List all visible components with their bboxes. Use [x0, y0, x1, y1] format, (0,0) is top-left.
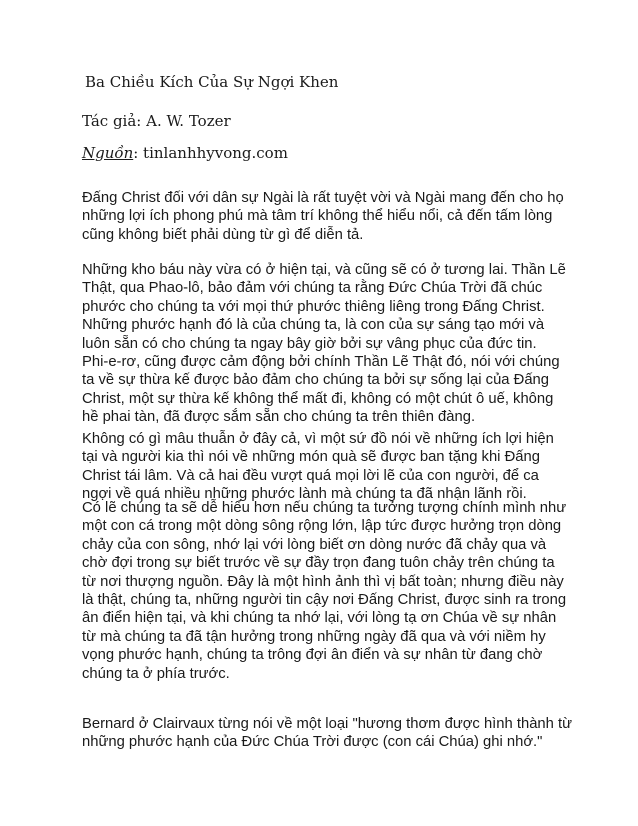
paragraph: Đấng Christ đối với dân sự Ngài là rất tuyệt vời và Ngài mang đến cho họ những lợi ích phong phú mà tâm trí không thể hiểu nổi, cả đến tấm lòng cũng không biết phải dùng từ gì để diễn tả. [82, 190, 564, 243]
paragraph: Có lẽ chúng ta sẽ dễ hiểu hơn nếu chúng ta tưởng tượng chính mình như một con cá trong một dòng sông rộng lớn, lập tức được hưởng trọn dòng chảy của con sông, nhớ lại với lòng biết ơn dòng nước đã chảy qua và chờ đợi trong sự biết trước về sự đầy trọn đang tuôn chảy trên chúng ta từ nơi thượng nguồn. Đây là một hình ảnh thì vị bất toàn; nhưng điều này là thật, chúng ta, những người tin cậy nơi Đấng Christ, được sinh ra trong ân điển hiện tại, và khi chúng ta nhớ lại, với lòng tạ ơn Chúa về sự nhân từ mà chúng ta đã tận hưởng trong những ngày đã qua và với niềm hy vọng phước hạnh, chúng ta trông đợi ân điển và sự nhân từ đang chờ chúng ta ở phía trước. [82, 500, 567, 682]
author-line: Tác giả: A. W. Tozer [82, 112, 231, 130]
paragraph: Không có gì mâu thuẫn ở đây cả, vì một sứ đồ nói về những ích lợi hiện tại và người kia thì nói về những món quà sẽ được ban tặng khi Đấng Christ tái lâm. Và cả hai đều vượt quá mọi lời lẽ của con người, để ca ngợi về quá nhiều những phước lành mà chúng ta đã nhận lãnh rồi. [82, 431, 554, 503]
source-value: : tinlanhhyvong.com [133, 144, 288, 162]
source-line [82, 144, 582, 163]
document-title: Ba Chiều Kích Của Sự Ngợi Khen [85, 73, 339, 91]
paragraph: Bernard ở Clairvaux từng nói về một loại "hương thơm được hình thành từ những phước hạnh của Đức Chúa Trời được (con cái Chúa) ghi nhớ." [82, 716, 573, 751]
paragraph: Những kho báu này vừa có ở hiện tại, và cũng sẽ có ở tương lai. Thần Lẽ Thật, qua Phao-lô, bảo đảm với chúng ta rằng Đức Chúa Trời đã chúc phước cho chúng ta với mọi thứ phước thiêng liêng trong Đấng Christ. Những phước hạnh đó là của chúng ta, là con của sự sáng tạo mới và luôn sẵn có cho chúng ta ngay bây giờ bởi sự vâng phục của đức tin. Phi-e-rơ, cũng được cảm động bởi chính Thần Lẽ Thật đó, nói với chúng ta về sự thừa kế được bảo đảm cho chúng ta bởi sự sống lại của Đấng Christ, một sự thừa kế không thể mất đi, không có một chút ô uế, không hề phai tàn, đã được sắm sẵn cho chúng ta trên thiên đàng. [82, 262, 566, 426]
source-label: Nguồn [82, 144, 134, 162]
